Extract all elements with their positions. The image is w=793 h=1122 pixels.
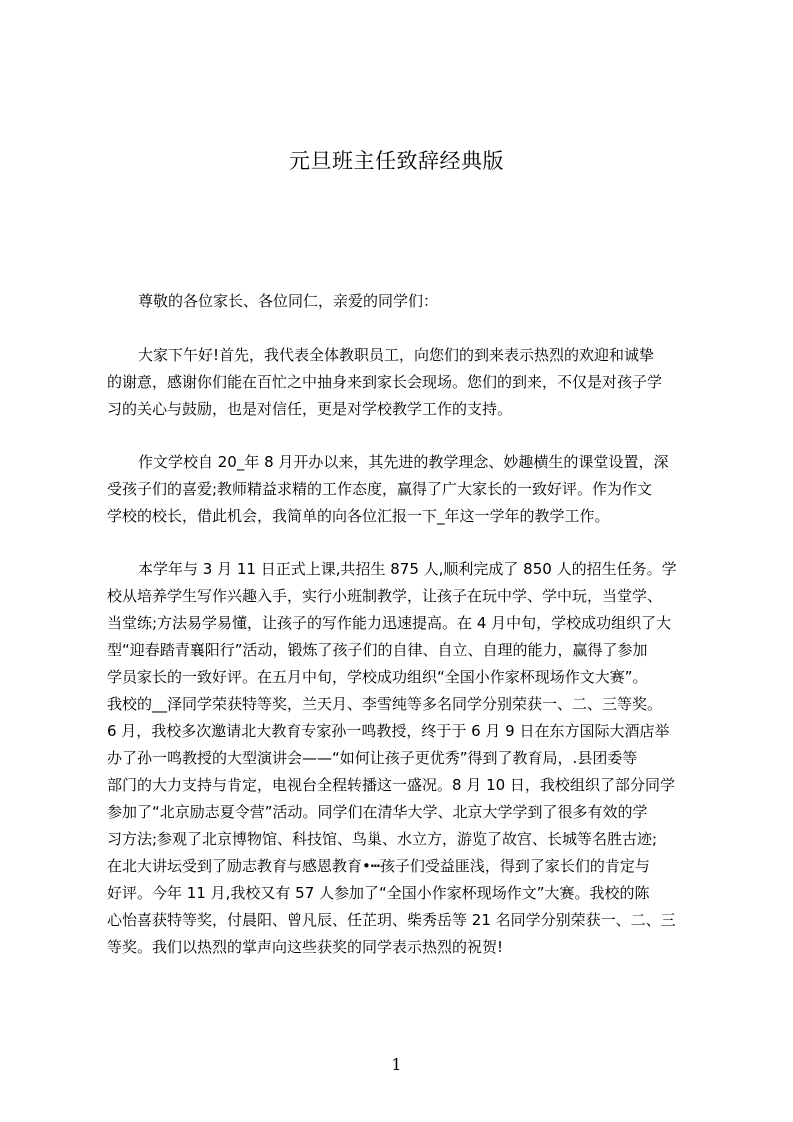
paragraph-line: 我校的__泽同学荣获特等奖，兰天月、李雪纯等多名同学分别荣获一、二、三等奖。 [107, 695, 663, 713]
paragraph-line: 的谢意，感谢你们能在百忙之中抽身来到家长会现场。您们的到来，不仅是对孩子学 [107, 373, 663, 391]
paragraph-line: 等奖。我们以热烈的掌声向这些获奖的同学表示热烈的祝贺! [107, 938, 504, 956]
paragraph-line: 好评。今年 11 月,我校又有 57 人参加了“全国小作家杯现场作文”大赛。我校的陈 [107, 884, 650, 902]
paragraph-line: 学校的校长，借此机会，我简单的向各位汇报一下_年这一学年的教学工作。 [107, 507, 610, 525]
paragraph-line: 心怡喜获特等奖，付晨阳、曾凡辰、任芷玥、柴秀岳等 21 名同学分别荣获一、二、三 [107, 911, 676, 929]
paragraph-line: 习方法;参观了北京博物馆、科技馆、鸟巢、水立方，游览了故宫、长城等名胜古迹; [107, 830, 658, 848]
paragraph-line: 在北大讲坛受到了励志教育与感恩教育•┅孩子们受益匪浅，得到了家长们的肯定与 [107, 857, 650, 875]
paragraph-line: 办了孙一鸣教授的大型演讲会——“如何让孩子更优秀”得到了教育局，.县团委等 [107, 749, 638, 767]
paragraph-line: 6 月，我校多次邀请北大教育专家孙一鸣教授，终于于 6 月 9 日在东方国际大酒店举 [107, 722, 670, 740]
paragraph-line: 参加了“北京励志夏令营”活动。同学们在清华大学、北京大学学到了很多有效的学 [107, 803, 648, 821]
paragraph-line: 作文学校自 20_年 8 月开办以来，其先进的教学理念、妙趣横生的课堂设置，深 [138, 453, 669, 471]
paragraph-line: 校从培养学生写作兴趣入手，实行小班制教学，让孩子在玩中学、学中玩，当堂学、 [107, 587, 663, 605]
paragraph-line: 大家下午好!首先，我代表全体教职员工，向您们的到来表示热烈的欢迎和诚挚 [138, 346, 655, 364]
salutation: 尊敬的各位家长、各位同仁，亲爱的同学们： [138, 292, 439, 310]
paragraph-line: 受孩子们的喜爱;教师精益求精的工作态度，赢得了广大家长的一致好评。作为作文 [107, 480, 653, 498]
paragraph-line: 习的关心与鼓励，也是对信任，更是对学校教学工作的支持。 [107, 400, 513, 418]
paragraph-line: 型“迎春踏青襄阳行”活动，锻炼了孩子们的自律、自立、自理的能力，赢得了参加 [107, 641, 648, 659]
paragraph-line: 当堂练;方法易学易懂，让孩子的写作能力迅速提高。在 4 月中旬，学校成功组织了大 [107, 614, 672, 632]
paragraph-line: 学员家长的一致好评。在五月中旬，学校成功组织“全国小作家杯现场作文大赛”。 [107, 668, 648, 686]
document-title: 元旦班主任致辞经典版 [289, 149, 504, 173]
paragraph-line: 部门的大力支持与肯定，电视台全程转播这一盛况。8 月 10 日，我校组织了部分同学 [107, 776, 675, 794]
page-number: 1 [391, 1055, 402, 1074]
paragraph-line: 本学年与 3 月 11 日正式上课,共招生 875 人,顺利完成了 850 人的招生任务。学 [138, 560, 677, 578]
